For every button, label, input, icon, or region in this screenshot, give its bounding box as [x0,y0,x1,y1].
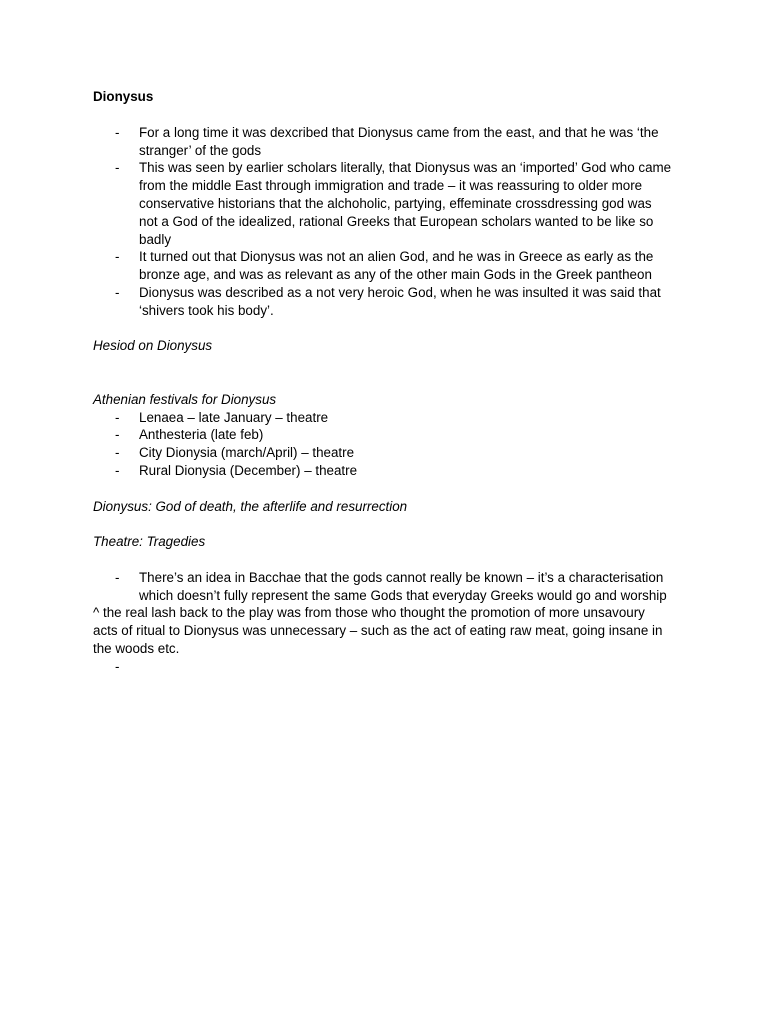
spacer [93,480,673,498]
dash-marker: - [115,124,120,140]
dash-marker: - [115,409,120,425]
list-item-text: It turned out that Dionysus was not an alien God, and he was in Greece as early as the bronze age, and was as relevant as any of the other main Gods in the Greek pantheon [139,249,654,283]
dash-marker: - [115,427,120,443]
spacer [93,551,673,569]
list-item-text: City Dionysia (march/April) – theatre [139,445,355,461]
list-item [93,569,673,605]
spacer [93,355,673,391]
list-item [93,462,673,480]
spacer [93,320,673,338]
list-item [93,284,673,320]
spacer [93,106,673,124]
dash-marker: - [115,445,120,461]
list-item [93,444,673,462]
spacer [93,515,673,533]
list-item-text: There’s an idea in Bacchae that the gods cannot really be known – it’s a characterisation which doesn’t fully represent the same Gods that everyday Greeks would go and worship [139,569,667,603]
dash-marker: - [115,249,120,265]
list-item-text: Rural Dionysia (December) – theatre [139,462,358,478]
document-body [93,88,673,674]
theatre-bullet-list [93,569,673,605]
list-item [93,159,673,248]
document-title: Dionysus [93,89,154,104]
theatre-heading: Theatre: Tragedies [93,534,206,550]
list-item-text: Anthesteria (late feb) [139,427,264,443]
lash-paragraph: ^ the real lash back to the play was from those who thought the promotion of more unsavoury acts of ritual to Dionysus was unnecessary – such as the act of eating raw meat, going insane in the woods etc. [93,605,663,656]
intro-bullet-list [93,124,673,320]
dash-marker: - [115,160,120,176]
list-item [93,409,673,427]
dash-marker: - [115,658,120,674]
list-item [93,124,673,160]
dash-marker: - [115,462,120,478]
hesiod-heading: Hesiod on Dionysus [93,338,213,354]
list-item [93,248,673,284]
list-item-text: Lenaea – late January – theatre [139,409,329,425]
festivals-heading: Athenian festivals for Dionysus [93,391,277,407]
list-item-text: This was seen by earlier scholars literally, that Dionysus was an ‘imported’ God who came from the middle East through immigration and trade – it was reassuring to older more conservative historians that the alchoholic, partying, effeminate crossdressing god was not a God of the idealized, rational Greeks that European scholars wanted to be like so badly [139,160,672,247]
dash-marker: - [115,569,120,585]
death-heading: Dionysus: God of death, the afterlife and resurrection [93,498,408,514]
list-item-text: For a long time it was dexcribed that Dionysus came from the east, and that he was ‘the stranger’ of the gods [139,124,659,158]
dash-marker: - [115,284,120,300]
list-item [93,426,673,444]
festivals-list [93,409,673,480]
list-item-text: Dionysus was described as a not very heroic God, when he was insulted it was said that ‘shivers took his body’. [139,284,661,318]
